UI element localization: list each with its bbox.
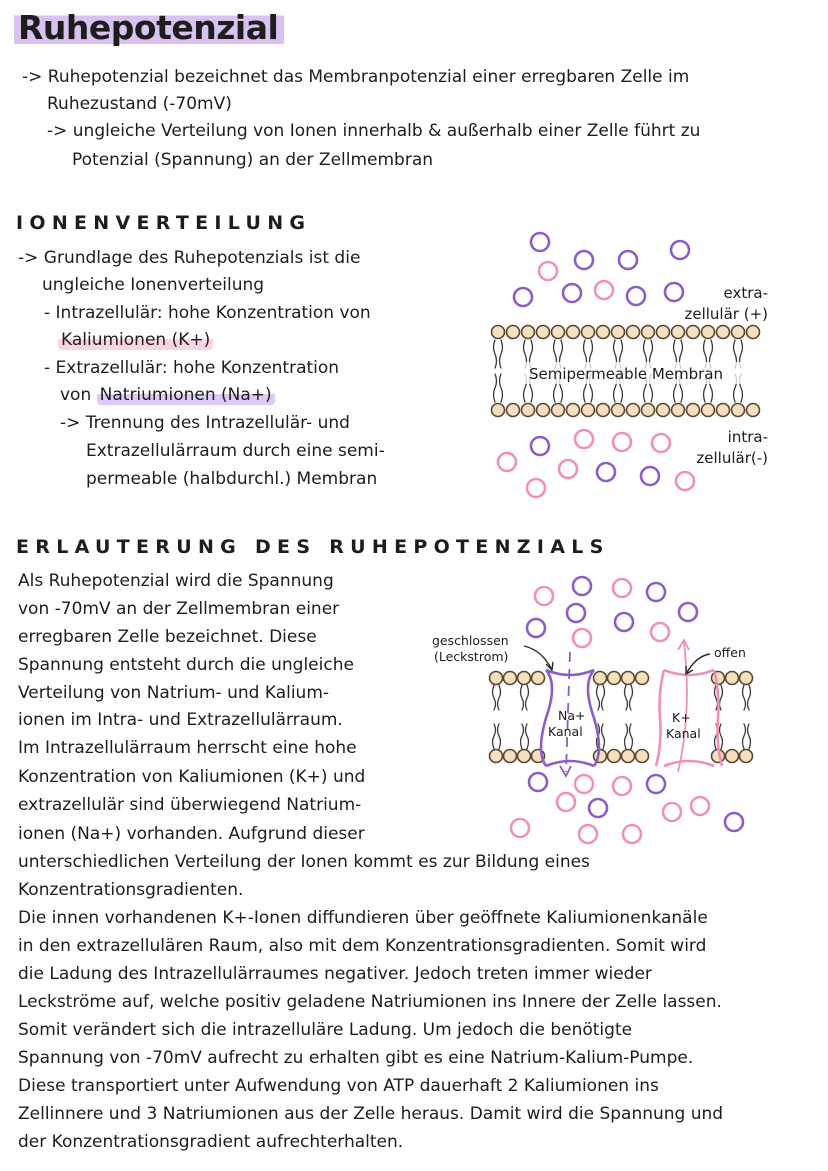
closed-label-1: geschlossen — [432, 633, 509, 648]
ion-line-7: -> Trennung des Intrazellulär- und — [60, 413, 350, 433]
explanation-line: Somit verändert sich die intrazelluläre Ladung. Um jedoch die benötigte — [18, 1020, 633, 1040]
explanation-line: in den extrazellulären Raum, also mit dem Konzentrationsgradienten. Somit wird — [18, 936, 707, 956]
explanation-line: Konzentrationsgradienten. — [18, 880, 244, 900]
ion-distribution-diagram — [480, 222, 780, 502]
kalium-highlight: Kaliumionen (K+) — [58, 330, 213, 350]
explanation-line: extrazellulär sind überwiegend Natrium- — [18, 795, 362, 815]
explanation-line: Spannung entsteht durch die ungleiche — [18, 655, 354, 675]
page-title: Ruhepotenzial — [14, 8, 284, 49]
ion-line-8: Extrazellulärraum durch eine semi- — [86, 441, 385, 461]
ion-line-3: - Intrazellulär: hohe Konzentration von — [44, 303, 371, 323]
ion-line-9: permeable (halbdurchl.) Membran — [86, 469, 378, 489]
intro-line-3: -> ungleiche Verteilung von Ionen innerhalb & außerhalb einer Zelle führt zu — [47, 121, 701, 141]
explanation-line: Als Ruhepotenzial wird die Spannung — [18, 571, 334, 591]
na-channel-label-2: Kanal — [548, 724, 583, 739]
intracellular-label-2: zellulär(-) — [696, 449, 768, 467]
ion-line-1: -> Grundlage des Ruhepotenzials ist die — [18, 248, 361, 268]
explanation-line: ionen im Intra- und Extrazellulärraum. — [18, 710, 343, 730]
section-heading-erlaeuterung: ERLAUTERUNG DES RUHEPOTENZIALS — [16, 536, 610, 558]
natrium-highlight: Natriumionen (Na+) — [97, 385, 275, 405]
explanation-line: Leckströme auf, welche positiv geladene Natriumionen ins Innere der Zelle lassen. — [18, 992, 722, 1012]
explanation-line: die Ladung des Intrazellulärraumes negativer. Jedoch treten immer wieder — [18, 964, 652, 984]
explanation-line: der Konzentrationsgradient aufrechterhalten. — [18, 1132, 404, 1152]
na-channel-label-1: Na+ — [558, 708, 586, 723]
explanation-line: Die innen vorhandenen K+-Ionen diffundieren über geöffnete Kaliumionenkanäle — [18, 908, 708, 928]
explanation-line: ionen (Na+) vorhanden. Aufgrund dieser — [18, 824, 365, 844]
ion-line-2: ungleiche Ionenverteilung — [42, 275, 265, 295]
k-channel-label-1: K+ — [672, 710, 691, 725]
extracellular-label-2: zellulär (+) — [684, 305, 768, 323]
explanation-line: Konzentration von Kaliumionen (K+) und — [18, 767, 366, 787]
k-channel-label-2: Kanal — [666, 726, 701, 741]
intro-line-4: Potenzial (Spannung) an der Zellmembran — [72, 150, 434, 170]
ion-channel-diagram — [428, 572, 758, 847]
explanation-line: Zellinnere und 3 Natriumionen aus der Zelle heraus. Damit wird die Spannung und — [18, 1104, 724, 1124]
intro-line-2: Ruhezustand (-70mV) — [47, 94, 232, 114]
explanation-line: Spannung von -70mV aufrecht zu erhalten gibt es eine Natrium-Kalium-Pumpe. — [18, 1048, 694, 1068]
section-heading-ionenverteilung: IONENVERTEILUNG — [16, 212, 312, 234]
explanation-line: Diese transportiert unter Aufwendung von ATP dauerhaft 2 Kaliumionen ins — [18, 1076, 659, 1096]
ion-line-6 — [60, 382, 275, 409]
explanation-line: Verteilung von Natrium- und Kalium- — [18, 683, 330, 703]
ion-line-4 — [58, 327, 213, 354]
explanation-line: erregbaren Zelle bezeichnet. Diese — [18, 627, 317, 647]
explanation-line: Im Intrazellulärraum herrscht eine hohe — [18, 738, 357, 758]
membrane-label: Semipermeable Membran — [528, 365, 724, 383]
ion-line-6-prefix: von — [60, 385, 97, 405]
intro-line-1: -> Ruhepotenzial bezeichnet das Membranpotenzial einer erregbaren Zelle im — [22, 67, 690, 87]
closed-label-2: (Leckstrom) — [434, 649, 509, 664]
intracellular-label-1: intra- — [727, 428, 768, 446]
explanation-line: unterschiedlichen Verteilung der Ionen kommt es zur Bildung eines — [18, 852, 590, 872]
ion-line-5: - Extrazellulär: hohe Konzentration — [44, 358, 340, 378]
open-label: offen — [714, 645, 746, 660]
extracellular-label-1: extra- — [723, 284, 768, 302]
explanation-line: von -70mV an der Zellmembran einer — [18, 599, 340, 619]
